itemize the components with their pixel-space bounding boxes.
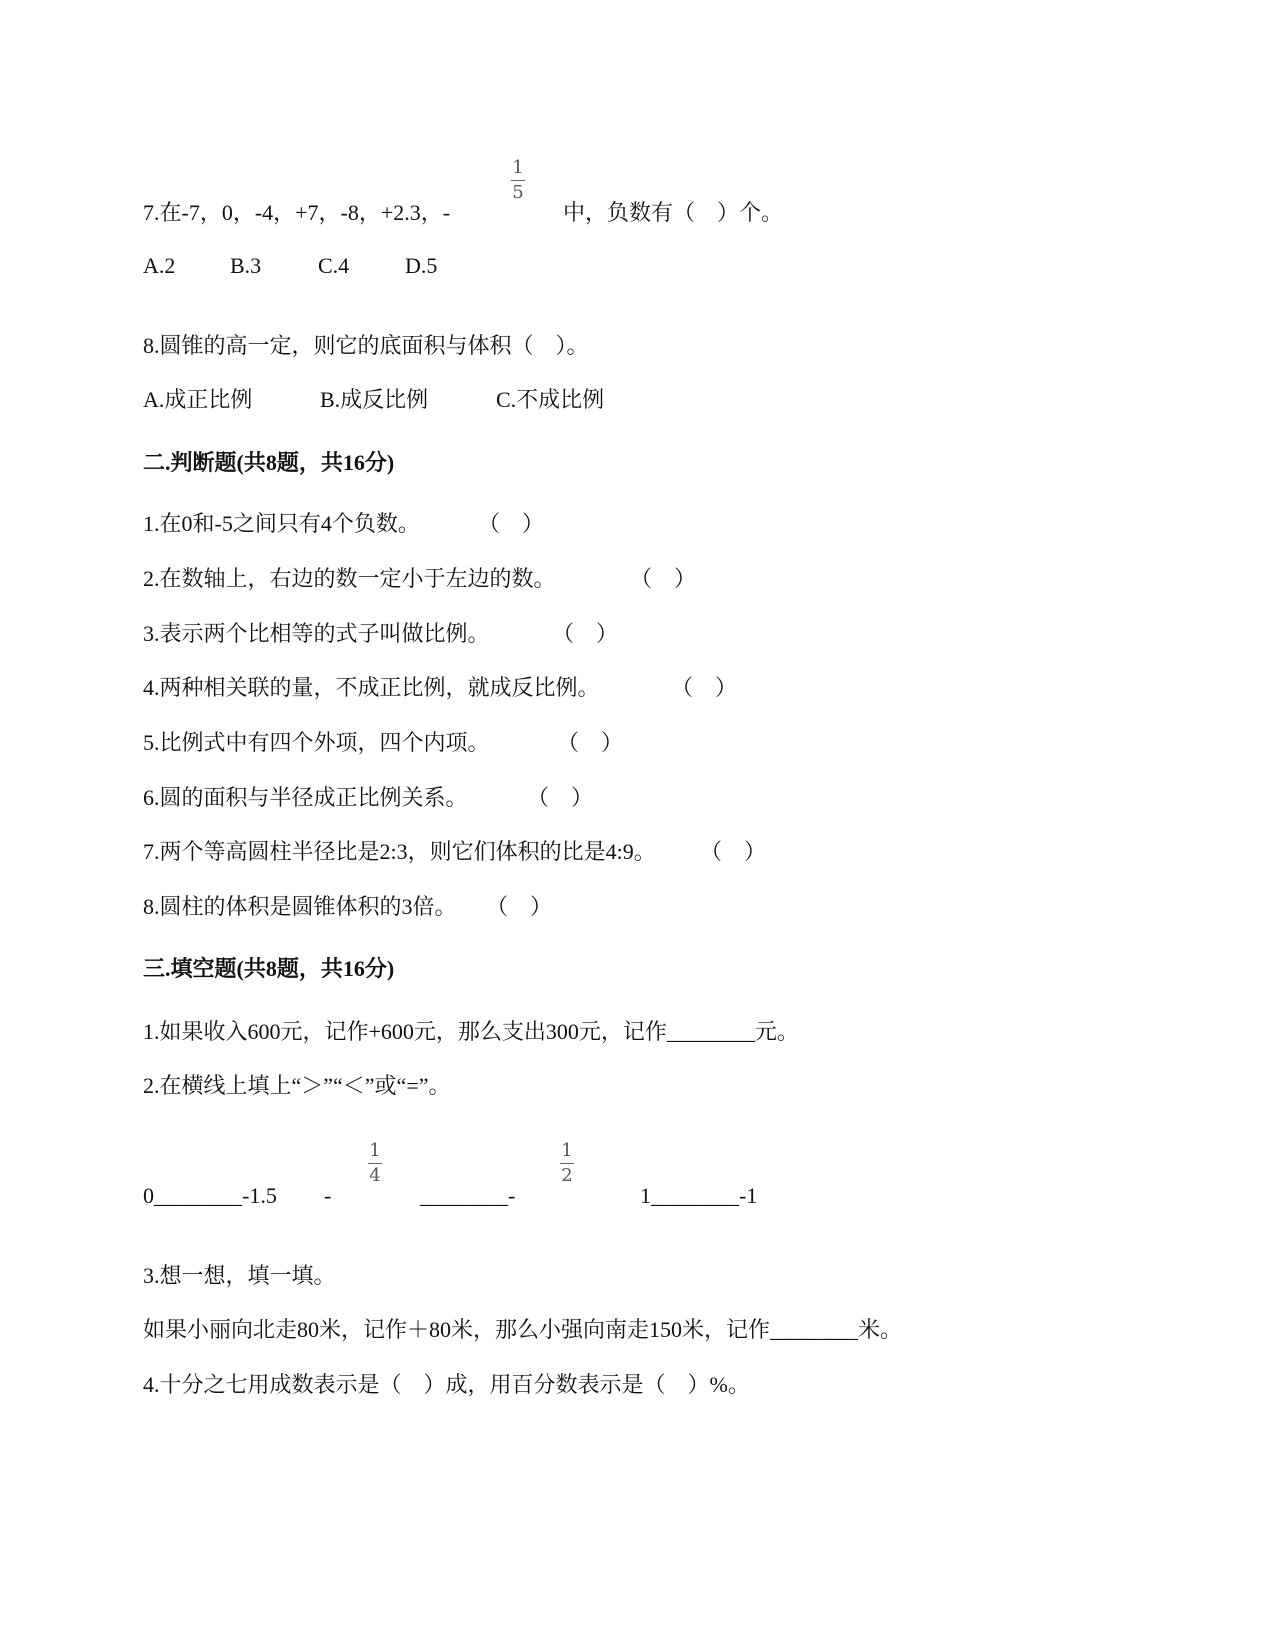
- fill-question-3-body: [0, 1316, 1275, 1344]
- answer-bracket: （ ）: [671, 675, 738, 700]
- answer-bracket: （ ）: [527, 785, 594, 810]
- question-7-text-after: 中，负数有（ ）个。: [563, 200, 784, 225]
- fill-question-text: 3.想一想，填一填。: [143, 1263, 336, 1288]
- option-a: A.2: [143, 253, 176, 278]
- question-8-options: [0, 386, 1275, 414]
- judgement-item-text: 7.两个等高圆柱半径比是2:3，则它们体积的比是4:9。: [143, 839, 656, 864]
- fraction-numerator: 1: [369, 1140, 381, 1161]
- judgement-item-text: 6.圆的面积与半径成正比例关系。: [143, 785, 468, 810]
- judgement-item-text: 3.表示两个比相等的式子叫做比例。: [143, 621, 490, 646]
- question-7-text-before: 7.在-7，0，-4，+7，-8，+2.3，-: [143, 200, 451, 225]
- answer-bracket: （ ）: [557, 730, 624, 755]
- judgement-item-text: 8.圆柱的体积是圆锥体积的3倍。: [143, 894, 457, 919]
- question-7-options: [0, 252, 1275, 280]
- judgement-item: [0, 838, 1275, 866]
- fill-question-2: [0, 1072, 1275, 1100]
- option-b: B.成反比例: [320, 387, 429, 412]
- fraction-one-half: [557, 1139, 577, 1188]
- question-7-choice: [0, 199, 1275, 227]
- fill-question-text: 1.如果收入600元，记作+600元，那么支出300元，记作________元。: [143, 1019, 799, 1044]
- comparison-a: 0________-1.5: [143, 1183, 277, 1208]
- judgement-item-text: 4.两种相关联的量，不成正比例，就成反比例。: [143, 675, 600, 700]
- section-title: 三.填空题(共8题，共16分): [143, 956, 395, 981]
- comparison-d: 1________-1: [640, 1183, 758, 1208]
- minus-sign: -: [324, 1183, 332, 1208]
- judgement-item-text: 5.比例式中有四个外项，四个内项。: [143, 730, 490, 755]
- fraction-numerator: 1: [561, 1140, 573, 1161]
- judgement-item-text: 2.在数轴上，右边的数一定小于左边的数。: [143, 566, 556, 591]
- comparison-row: [0, 1182, 1275, 1210]
- fraction-denominator: 5: [512, 182, 524, 203]
- option-c: C.不成比例: [496, 387, 605, 412]
- judgement-item: [0, 784, 1275, 812]
- comparison-c: ________-: [420, 1183, 516, 1208]
- option-b: B.3: [230, 253, 262, 278]
- answer-bracket: （ ）: [552, 621, 619, 646]
- fill-question-text: 4.十分之七用成数表示是（ ）成，用百分数表示是（ ）%。: [143, 1372, 750, 1397]
- section-heading-fill: [0, 955, 1275, 983]
- judgement-item: [0, 510, 1275, 538]
- fill-question-4: [0, 1371, 1275, 1399]
- question-8-text: 8.圆锥的高一定，则它的底面积与体积（ ）。: [143, 333, 589, 358]
- judgement-item: [0, 674, 1275, 702]
- answer-bracket: （ ）: [630, 566, 697, 591]
- fraction-one-quarter: [365, 1139, 385, 1188]
- fill-question-3-title: [0, 1262, 1275, 1290]
- answer-bracket: （ ）: [700, 839, 767, 864]
- fraction-numerator: 1: [512, 157, 524, 178]
- judgement-item: [0, 893, 1275, 921]
- fill-question-text: 如果小丽向北走80米，记作＋80米，那么小强向南走150米，记作________米。: [143, 1317, 903, 1342]
- answer-bracket: （ ）: [486, 894, 553, 919]
- fill-question-text: 2.在横线上填上“＞”“＜”或“=”。: [143, 1073, 451, 1098]
- judgement-item-text: 1.在0和-5之间只有4个负数。: [143, 511, 420, 536]
- fraction-denominator: 4: [369, 1165, 381, 1186]
- fraction-one-fifth: [508, 156, 528, 205]
- question-8-choice: [0, 332, 1275, 360]
- section-heading-judgement: [0, 449, 1275, 477]
- judgement-item: [0, 620, 1275, 648]
- option-c: C.4: [318, 253, 350, 278]
- option-a: A.成正比例: [143, 387, 253, 412]
- answer-bracket: （ ）: [478, 511, 545, 536]
- section-title: 二.判断题(共8题，共16分): [143, 450, 395, 475]
- judgement-item: [0, 729, 1275, 757]
- fill-question-1: [0, 1018, 1275, 1046]
- option-d: D.5: [405, 253, 438, 278]
- fraction-denominator: 2: [561, 1165, 573, 1186]
- judgement-item: [0, 565, 1275, 593]
